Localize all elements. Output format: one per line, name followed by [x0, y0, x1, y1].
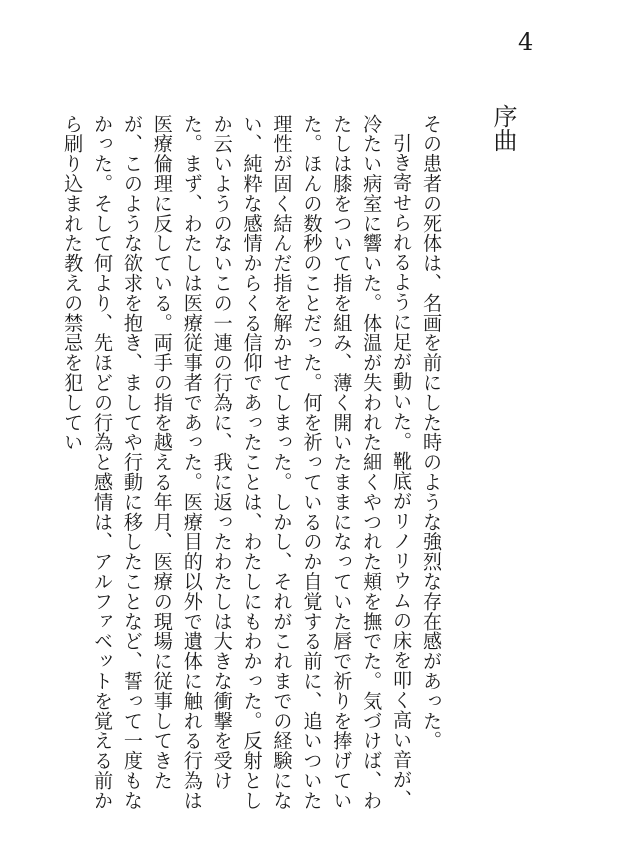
paragraph: 引き寄せられるように足が動いた。靴底がリノリウムの床を叩く高い音が、冷たい病室に響いた。体温が失われた細くやつれた頬を撫でた。気づけば、わたしは膝をついて指を組み、薄く開いたままになっていた唇で祈りを捧げていた。ほんの数秒のことだった。何を祈っているのか自覚する前に、追いついた理性が固く結んだ指を解かせてしまった。しかし、それがこれまでの経験にない、純粋な感情からくる信仰であったことは、わたしにもわかった。反射としか云いようのないこの一連の行為に、我に返ったわたしは大きな衝撃を受けた。まず、わたしは医療従事者であった。医療目的以外で遺体に触れる行為は医療倫理に反している。両手の指を越える年月、医療の現場に従事してきたが、このような欲求を抱き、ましてや行動に移したことなど、誓って一度もなかった。そして何より、先ほどの行為と感情は、アルファベットを覚える前から刷り込まれた教えの禁忌を犯してい	[61, 114, 414, 811]
paragraph: その患者の死体は、名画を前にした時のような強烈な存在感があった。	[420, 114, 443, 751]
body-text	[61, 114, 446, 814]
page-number: 4	[518, 28, 534, 56]
chapter-title: 序曲	[489, 104, 517, 152]
